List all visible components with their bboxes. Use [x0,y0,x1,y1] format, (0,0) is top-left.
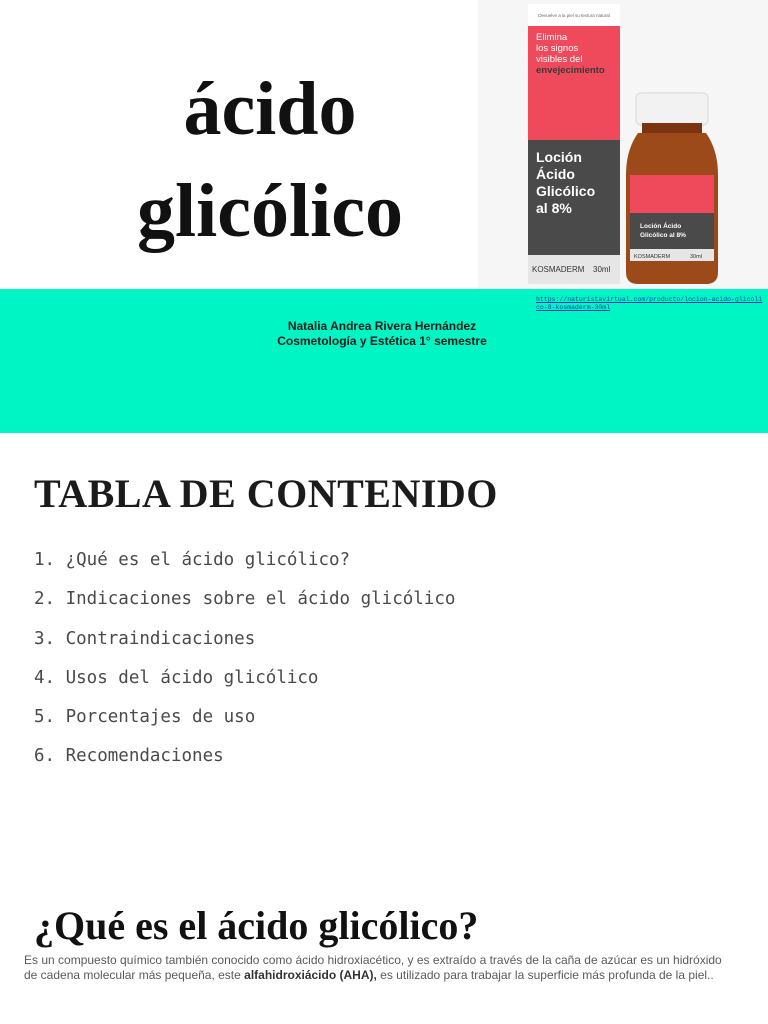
box-claim-4: envejecimiento [536,65,605,76]
bottle-volume: 30ml [690,254,702,260]
toc-item: 2. Indicaciones sobre el ácido glicólico [34,589,456,610]
box-name-3: Glicólico [536,183,596,199]
title-line-1: ácido [183,67,357,151]
box-name-4: al 8% [536,200,572,216]
toc-item: 5. Porcentajes de uso [34,707,256,728]
toc-item: 1. ¿Qué es el ácido glicólico? [34,550,351,570]
box-volume: 30ml [593,265,611,274]
section-heading: ¿Qué es el ácido glicólico? [34,903,479,948]
toc-item: 6. Recomendaciones [34,746,224,767]
section-body [24,953,724,982]
toc-list [34,542,455,778]
box-brand: KOSMADERM [532,265,585,274]
box-name-1: Loción [536,149,582,165]
toc-item: 3. Contraindicaciones [34,628,256,649]
box-tagline: Devuelve a la piel su textura natural [538,13,610,18]
product-photo [478,0,768,290]
bottle-label-1: Loción Ácido [640,223,682,230]
bottle-cap [636,93,708,125]
author-name: Natalia Andrea Rivera Hernández [287,319,477,333]
author-block [200,319,564,349]
bottle-label-2: Glicólico al 8% [640,232,686,239]
author-program: Cosmetología y Estética 1° semestre [277,334,487,348]
slide-title [60,58,480,262]
section-text-2: es utilizado para trabajar la superficie más profunda de la piel.. [376,967,714,982]
box-name-2: Ácido [536,166,575,182]
toc-heading: TABLA DE CONTENIDO [34,471,498,516]
toc-item: 4. Usos del ácido glicólico [34,667,319,688]
section-text-1: Es un compuesto químico también conocido como ácido hidroxiacético, y es extraído a través de la caña de azúcar es un hidróxido de cadena molecular más pequeña, este [24,953,722,982]
box-claim-3: visibles del [536,54,583,65]
section-bold-term: alfahidroxiácido (AHA), [244,967,377,982]
box-claim-2: los signos [536,43,579,54]
bottle-brand: KOSMADERM [634,254,671,260]
box-claim-1: Elimina [536,32,568,43]
title-line-2: glicólico [137,169,403,253]
source-link[interactable]: https://naturistavirtual.com/producto/locion-acido-glicolico-8-kosmaderm-30ml [536,296,763,311]
